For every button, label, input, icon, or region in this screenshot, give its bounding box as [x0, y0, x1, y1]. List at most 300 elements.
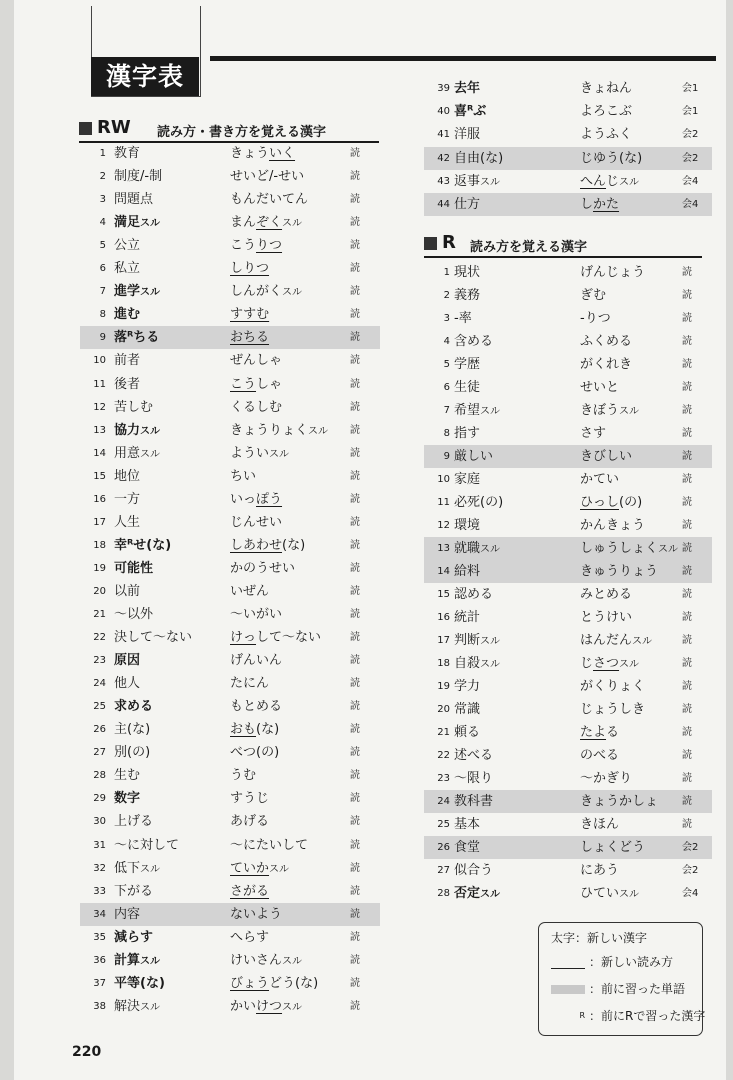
reading — [230, 649, 282, 672]
table-row — [80, 926, 380, 949]
kanji-text: 以前 — [114, 583, 141, 599]
kanji-word — [114, 373, 140, 396]
usage-type: 会1 — [682, 83, 699, 94]
kanji-word — [114, 695, 153, 718]
kanji-word — [114, 903, 140, 926]
usage-type: 読 — [350, 908, 360, 920]
entry-number: 28 — [437, 888, 450, 899]
kanji-word — [454, 583, 493, 606]
table-row — [80, 396, 380, 419]
kanji-word — [454, 307, 472, 330]
table-row — [80, 810, 380, 833]
kanji-text: 低下 — [114, 860, 141, 876]
table-row — [80, 557, 380, 580]
entry-number: 22 — [93, 632, 106, 644]
kanji-text: 解決 — [114, 998, 141, 1014]
underline-swatch — [551, 956, 585, 969]
kanji-text: 制度/-制 — [114, 169, 163, 185]
reading-new: けっ — [230, 630, 257, 646]
usage-type: 読 — [350, 516, 360, 528]
entry-number: 12 — [437, 520, 450, 531]
usage-type: 読 — [350, 701, 360, 713]
usage-type: 読 — [350, 793, 360, 805]
entry-number: 14 — [437, 566, 450, 577]
suru-suffix: スル — [480, 636, 501, 647]
suru-suffix: スル — [480, 406, 501, 417]
table-row — [80, 373, 380, 396]
kanji-text: 必死(の) — [454, 495, 504, 510]
kanji-text: 学歴 — [454, 357, 481, 372]
kanji-word — [114, 142, 140, 165]
table-row — [80, 764, 380, 787]
kanji-text: 含める — [454, 334, 494, 349]
reading — [230, 349, 282, 372]
entry-number: 28 — [93, 770, 106, 782]
table-row — [80, 280, 380, 303]
reading-text: いぜん — [230, 583, 270, 599]
reading-text: かんきょう — [580, 518, 646, 533]
kanji-word — [454, 560, 480, 583]
kanji-text: 地位 — [114, 468, 141, 484]
table-row — [80, 949, 380, 972]
reading-text: よろこぶ — [580, 104, 633, 120]
usage-type: 読 — [350, 401, 360, 413]
table-row — [80, 511, 380, 534]
table-row — [424, 560, 712, 583]
usage-type: 読 — [350, 539, 360, 551]
usage-type: 読 — [350, 885, 360, 897]
kanji-text: 計算 — [114, 952, 141, 968]
entry-number: 32 — [93, 862, 106, 874]
reading-text: じ — [580, 656, 594, 671]
table-row — [80, 695, 380, 718]
kanji-text: 喜ᴿぶ — [454, 104, 487, 120]
entry-number: 5 — [443, 359, 450, 370]
suru-suffix: スル — [140, 955, 161, 967]
reading — [230, 373, 282, 396]
reading-new: びょう — [230, 975, 270, 991]
entry-number: 42 — [437, 152, 450, 164]
legend-rmark — [551, 1007, 705, 1025]
kanji-text: 数字 — [114, 791, 141, 807]
table-row — [80, 857, 380, 880]
usage-type: 読 — [682, 727, 692, 738]
table-row — [424, 100, 712, 123]
reading-new: ぞく — [256, 215, 283, 231]
square-icon — [424, 237, 437, 250]
usage-type: 読 — [350, 309, 360, 321]
entry-number: 36 — [93, 954, 106, 966]
reading-new: けつ — [256, 998, 283, 1014]
kanji-word — [114, 349, 140, 372]
usage-type: 読 — [350, 839, 360, 851]
kanji-text: 教育 — [114, 146, 141, 161]
entry-number: 13 — [437, 543, 450, 554]
table-row — [80, 303, 380, 326]
table-row — [80, 672, 380, 695]
suru-suffix: スル — [269, 863, 290, 875]
suru-suffix: スル — [140, 863, 161, 875]
reading — [230, 857, 289, 881]
reading-text: べつ(の) — [230, 745, 280, 761]
kanji-word — [114, 488, 140, 511]
section-description: 読み方・書き方を覚える漢字 — [157, 125, 327, 140]
reading-text: 〜にたいして — [230, 837, 309, 853]
section-header-r — [424, 234, 702, 258]
usage-type: 読 — [350, 378, 360, 390]
kanji-word — [454, 882, 500, 906]
reading — [230, 580, 269, 603]
r-mark-symbol: R — [579, 1011, 585, 1020]
reading — [580, 376, 619, 399]
reading — [580, 675, 645, 698]
legend-underline-text: ：新しい読み方 — [589, 955, 674, 969]
usage-type: 読 — [350, 678, 360, 690]
kanji-text: 認める — [454, 587, 494, 602]
suru-suffix: スル — [619, 889, 640, 900]
reading — [230, 741, 279, 764]
reading-rest: る — [606, 725, 620, 740]
usage-type: 読 — [350, 954, 360, 966]
kanji-text: 返事 — [454, 173, 481, 189]
entry-number: 25 — [437, 819, 450, 830]
entry-number: 29 — [93, 793, 106, 805]
entry-number: 34 — [93, 908, 106, 920]
reading-text: ちい — [230, 468, 257, 484]
reading-text: かい — [230, 998, 257, 1014]
suru-suffix: スル — [282, 287, 303, 299]
reading — [230, 695, 282, 718]
usage-type: 読 — [682, 497, 692, 508]
table-row — [80, 880, 380, 903]
legend-grey — [551, 980, 685, 998]
table-row — [80, 972, 380, 995]
reading-text: さす — [580, 426, 607, 441]
usage-type: 読 — [350, 424, 360, 436]
kanji-word — [454, 100, 486, 123]
kanji-text: 述べる — [454, 748, 494, 763]
reading — [580, 859, 619, 882]
reading-text: いっ — [230, 491, 257, 507]
kanji-word — [114, 672, 140, 695]
kanji-text: 自由(な) — [454, 150, 504, 166]
reading — [230, 442, 289, 466]
usage-type: 読 — [350, 1000, 360, 1012]
reading-text: もんだいてん — [230, 192, 309, 208]
entry-number: 23 — [93, 655, 106, 667]
usage-type: 会2 — [682, 842, 699, 853]
reading-text: とうけい — [580, 610, 633, 625]
reading-rest: しゃ — [256, 376, 283, 392]
usage-type: 読 — [350, 816, 360, 828]
kanji-text: 生む — [114, 768, 141, 784]
reading — [580, 123, 632, 146]
reading — [230, 534, 305, 557]
kanji-word — [454, 376, 480, 399]
reading-new: たよ — [580, 725, 607, 740]
usage-type: 会4 — [682, 888, 699, 899]
entry-number: 24 — [437, 796, 450, 807]
reading — [230, 557, 295, 580]
usage-type: 読 — [682, 474, 692, 485]
kanji-word — [114, 626, 192, 649]
reading — [580, 77, 632, 100]
reading — [580, 836, 645, 859]
reading — [230, 234, 282, 257]
table-row — [80, 142, 380, 165]
reading-text: うむ — [230, 768, 257, 784]
reading — [580, 468, 619, 491]
kanji-word — [454, 330, 493, 353]
entry-number: 44 — [437, 199, 450, 210]
kanji-text: 人生 — [114, 514, 141, 530]
usage-type: 読 — [350, 332, 360, 344]
entry-number: 21 — [437, 727, 450, 738]
entry-number: 27 — [437, 865, 450, 876]
suru-suffix: スル — [480, 889, 501, 900]
kanji-word — [454, 353, 480, 376]
entry-number: 7 — [443, 405, 450, 416]
usage-type: 読 — [350, 171, 360, 183]
kanji-word — [114, 741, 150, 764]
usage-type: 読 — [682, 681, 692, 692]
reading — [230, 211, 302, 235]
table-row — [80, 626, 380, 649]
reading-text: のべる — [580, 748, 620, 763]
grey-swatch — [551, 985, 585, 994]
kanji-text: 問題点 — [114, 192, 154, 208]
entry-number: 41 — [437, 129, 450, 141]
reading — [580, 170, 639, 194]
kanji-text: 否定 — [454, 886, 481, 901]
usage-type: 読 — [350, 931, 360, 943]
reading-rest: じ — [606, 173, 620, 189]
usage-type: 読 — [350, 724, 360, 736]
kanji-word — [454, 422, 480, 445]
kanji-word — [114, 787, 140, 810]
kanji-text: 他人 — [114, 676, 141, 692]
table-row — [80, 787, 380, 810]
suru-suffix: スル — [480, 176, 501, 188]
table-row — [80, 580, 380, 603]
reading — [580, 261, 645, 284]
kanji-text: 公立 — [114, 238, 141, 254]
usage-type: 会2 — [682, 865, 699, 876]
kanji-text: 上げる — [114, 814, 154, 830]
kanji-word — [114, 234, 140, 257]
kanji-word — [114, 949, 160, 973]
reading-text: 〜いがい — [230, 607, 283, 622]
entry-number: 6 — [443, 382, 450, 393]
reading-rest: どう(な) — [269, 975, 319, 991]
entry-number: 16 — [93, 493, 106, 505]
table-row — [424, 882, 712, 905]
reading — [230, 880, 269, 903]
kanji-word — [454, 514, 480, 537]
kanji-text: 頼る — [454, 725, 481, 740]
table-row — [424, 170, 712, 193]
reading-text: せいと — [580, 380, 620, 395]
usage-type: 読 — [350, 194, 360, 206]
kanji-text: 私立 — [114, 261, 141, 277]
usage-type: 読 — [350, 470, 360, 482]
reading-text: くるしむ — [230, 399, 283, 415]
usage-type: 読 — [682, 635, 692, 646]
usage-type: 読 — [350, 355, 360, 367]
kanji-word — [114, 280, 160, 304]
kanji-word — [454, 836, 480, 859]
table-row — [424, 652, 712, 675]
reading-rest: (な) — [282, 537, 306, 553]
entry-number: 22 — [437, 750, 450, 761]
usage-type: 読 — [350, 493, 360, 505]
reading-text: ようい — [230, 445, 270, 461]
usage-type: 読 — [682, 796, 692, 807]
usage-type: 読 — [682, 313, 692, 324]
reading — [580, 767, 632, 790]
table-row — [424, 193, 712, 216]
reading-new: ひっし — [580, 495, 620, 510]
kanji-word — [114, 580, 140, 603]
kanji-text: 幸ᴿせ(な) — [114, 537, 172, 553]
reading-rest: (な) — [256, 722, 280, 738]
reading — [580, 307, 611, 330]
usage-type: 読 — [350, 562, 360, 574]
reading — [230, 511, 282, 534]
entry-number: 38 — [93, 1000, 106, 1012]
reading — [580, 721, 619, 744]
usage-type: 読 — [350, 240, 360, 252]
legend-underline — [551, 953, 673, 971]
textbook-page — [14, 0, 726, 1080]
reading-text: きぼう — [580, 403, 620, 418]
reading-text: しゅうしょく — [580, 541, 659, 556]
reading-text: じゆう(な) — [580, 150, 643, 166]
suru-suffix: スル — [619, 406, 640, 417]
reading — [230, 142, 295, 165]
entry-number: 7 — [99, 286, 106, 298]
entry-number: 4 — [99, 217, 106, 229]
entry-number: 27 — [93, 747, 106, 759]
usage-type: 読 — [350, 632, 360, 644]
usage-type: 読 — [350, 862, 360, 874]
suru-suffix: スル — [269, 448, 290, 460]
reading-text: きゅうりょう — [580, 564, 659, 579]
reading — [230, 718, 279, 741]
kanji-word — [454, 123, 480, 146]
usage-type: 読 — [682, 359, 692, 370]
reading — [580, 491, 642, 514]
usage-type: 読 — [350, 770, 360, 782]
entry-number: 14 — [93, 447, 106, 459]
suru-suffix: スル — [308, 425, 329, 437]
reading — [580, 537, 678, 561]
reading — [230, 787, 269, 810]
table-row — [424, 147, 712, 170]
table-row — [424, 422, 712, 445]
table-row — [424, 353, 712, 376]
table-row — [424, 399, 712, 422]
kanji-word — [454, 193, 480, 216]
reading-text: きょうりょく — [230, 422, 309, 438]
kanji-word — [454, 790, 493, 813]
entry-number: 30 — [93, 816, 106, 828]
kanji-text: 求める — [114, 699, 154, 715]
entry-number: 1 — [99, 148, 106, 159]
table-row — [424, 721, 712, 744]
entry-number: 24 — [93, 678, 106, 690]
entry-number: 43 — [437, 175, 450, 187]
table-row — [424, 468, 712, 491]
kanji-text: 落ᴿちる — [114, 330, 160, 346]
table-row — [424, 514, 712, 537]
kanji-text: 常識 — [454, 702, 481, 717]
reading-new: おも — [230, 722, 257, 738]
reading — [580, 514, 645, 537]
usage-type: 読 — [350, 609, 360, 620]
reading — [230, 834, 308, 857]
entry-number: 9 — [99, 332, 106, 344]
suru-suffix: スル — [282, 218, 303, 230]
reading — [230, 188, 308, 211]
reading-text: すうじ — [230, 791, 270, 807]
reading — [230, 257, 269, 280]
reading — [580, 422, 606, 445]
entry-number: 17 — [437, 635, 450, 646]
reading — [230, 972, 318, 995]
reading — [230, 626, 321, 649]
reading-text: もとめる — [230, 699, 283, 715]
table-row — [80, 995, 380, 1018]
reading-text: じんせい — [230, 514, 283, 530]
suru-suffix: スル — [619, 659, 640, 670]
entry-number: 15 — [437, 589, 450, 600]
entry-number: 17 — [93, 516, 106, 528]
reading-text: ぎむ — [580, 288, 607, 303]
kanji-word — [114, 442, 160, 466]
kanji-word — [114, 557, 153, 580]
entry-number: 12 — [93, 401, 106, 413]
kanji-word — [114, 211, 160, 235]
usage-type: 読 — [682, 704, 692, 715]
kanji-word — [454, 744, 493, 767]
kanji-word — [454, 606, 480, 629]
reading — [230, 165, 304, 188]
entry-number: 10 — [437, 474, 450, 485]
kanji-text: 別(の) — [114, 745, 151, 761]
reading — [580, 583, 632, 606]
kanji-text: 就職 — [454, 541, 481, 556]
reading — [230, 280, 302, 304]
kanji-text: 似合う — [454, 863, 494, 878]
table-row — [80, 349, 380, 372]
entry-number: 3 — [443, 313, 450, 324]
kanji-text: -率 — [454, 311, 472, 326]
reading — [580, 193, 619, 216]
reading-text: せいど/-せい — [230, 169, 305, 185]
table-row — [424, 606, 712, 629]
entry-number: 11 — [437, 497, 450, 508]
kanji-word — [114, 465, 140, 488]
reading-text: 〜かぎり — [580, 771, 633, 786]
entry-number: 20 — [437, 704, 450, 715]
reading-text: きょう — [230, 146, 270, 161]
usage-type: 読 — [682, 543, 692, 554]
kanji-text: 指す — [454, 426, 481, 441]
reading — [230, 419, 328, 443]
section-description: 読み方を覚える漢字 — [470, 240, 588, 255]
kanji-text: 協力 — [114, 422, 141, 438]
